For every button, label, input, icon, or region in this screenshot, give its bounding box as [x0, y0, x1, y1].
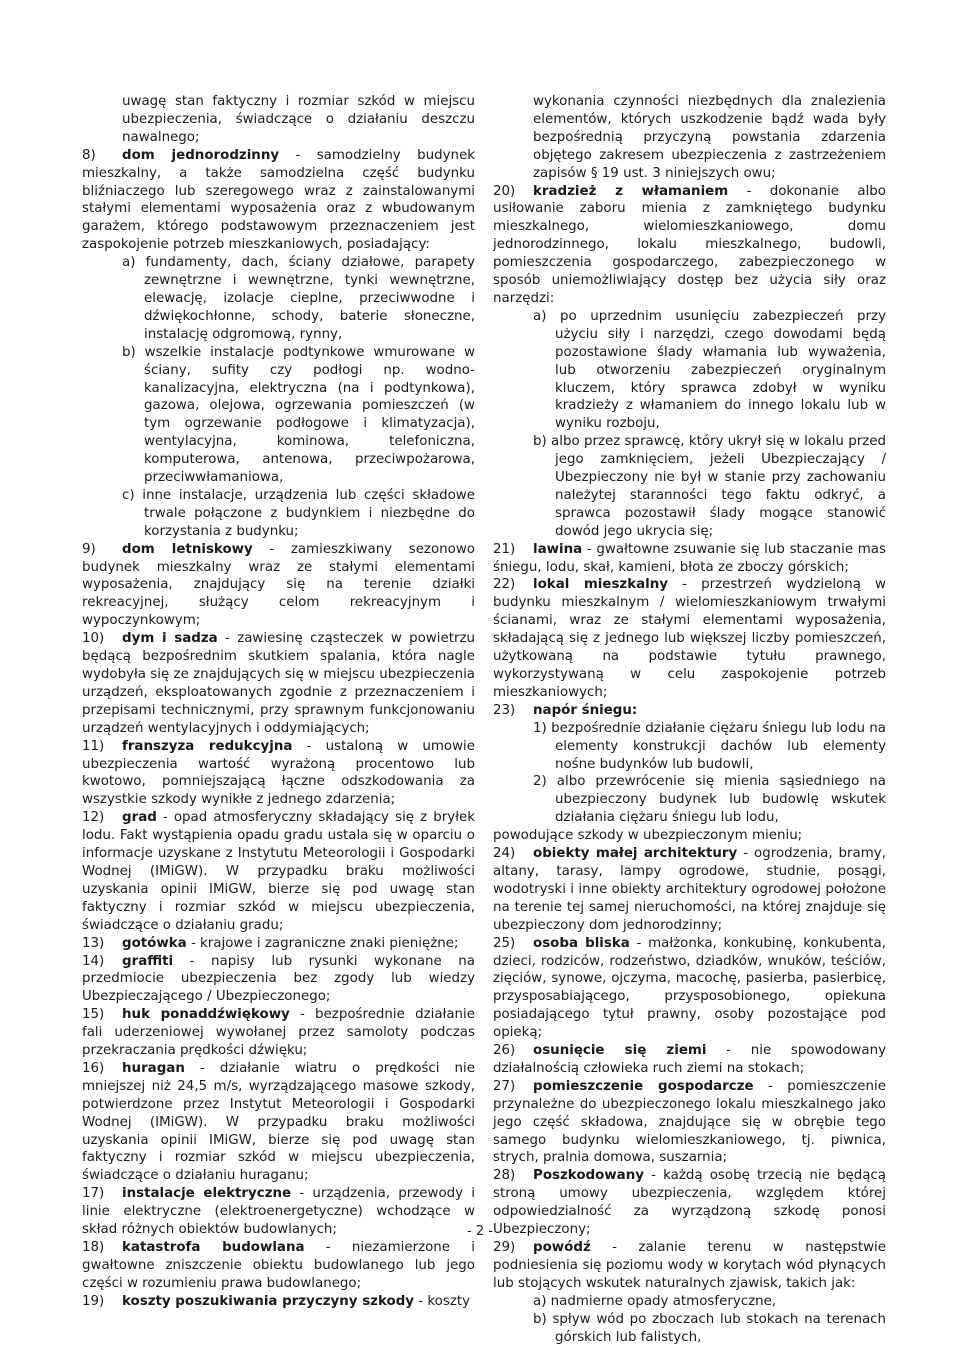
definition-item: [493, 845, 886, 935]
definition-item: [82, 935, 475, 953]
item-number: 20): [493, 183, 516, 199]
sub-item: a) nadmierne opady atmosferyczne,: [533, 1293, 777, 1309]
defined-term: instalacje elektryczne: [122, 1186, 292, 1202]
definition-text: - koszty: [414, 1293, 471, 1309]
numbered-sub-item: 2) albo przewrócenie się mienia sąsiedniego na ubezpieczony budynek lub budowlę wskutek działania ciężaru śniegu lub lodu,: [533, 774, 886, 826]
defined-term: lawina: [533, 541, 583, 557]
defined-term: grad: [122, 810, 157, 826]
defined-term: Poszkodowany: [533, 1168, 644, 1184]
definition-item: [82, 1060, 475, 1185]
defined-term: osunięcie się ziemi: [533, 1043, 707, 1059]
definition-item: [82, 738, 475, 810]
defined-term: franszyza redukcyjna: [122, 738, 293, 754]
continued-text: uwagę stan faktyczny i rozmiar szkód w miejscu ubezpieczenia, świadczące o działaniu deszczu nawalnego;: [122, 94, 475, 145]
definition-text: - ustaloną w umowie ubezpieczenia wartość wyrażoną procentowo lub kwotowo, pomniejszającą łączne odszkodowania za wszystkie szkody wynikłe z jednego zdarzenia;: [82, 738, 475, 808]
definition-text: - zalanie terenu w następstwie podniesienia się poziomu wody w korytach wód płynących lub stojących wskutek naturalnych zjawisk, takich jak:: [493, 1240, 886, 1291]
defined-term: huk ponaddźwiękowy: [122, 1007, 290, 1023]
defined-term: napór śniegu:: [533, 702, 638, 718]
definition-text: - opad atmosferyczny składający się z bryłek lodu. Fakt wystąpienia opadu gradu ustala się w oparciu o informacje uzyskane z Instytutu Meteorologii i Gospodarki Wodnej (IMiGW). W przypadku braku możliwości uzyskania opinii IMiGW, bierze się pod uwagę stan faktyczny i rozmiar szkód w miejscu ubezpieczenia, świadczące o działaniu gradu;: [82, 810, 475, 933]
item-number: 25): [493, 935, 516, 951]
definition-item: [493, 935, 886, 1042]
definition-item: [82, 1006, 475, 1060]
defined-term: powódź: [533, 1240, 591, 1255]
item-number: 10): [82, 631, 105, 647]
definition-item: [82, 630, 475, 737]
defined-term: huragan: [122, 1060, 185, 1076]
definition-item: [493, 1042, 886, 1078]
defined-term: gotówka: [122, 935, 187, 951]
defined-term: koszty poszukiwania przyczyny szkody: [122, 1293, 415, 1309]
definition-text: - każdą osobę trzecią nie będącą stroną umowy ubezpieczenia, względem której odpowiedzialność za wyrządzoną szkodę ponosi Ubezpieczony;: [493, 1168, 886, 1238]
continued-text: wykonania czynności niezbędnych dla znalezienia elementów, których uszkodzenie bądź wada były bezpośrednią przyczyną powstania zdarzenia objętego zakresem ubezpieczenia z zastrzeżeniem zapisów § 19 ust. 3 niniejszych owu;: [533, 94, 886, 181]
definition-text: - gwałtowne zsuwanie się lub staczanie mas śniegu, lodu, skał, kamieni, błota ze zboczy górskich;: [493, 541, 886, 575]
definition-text: - zawiesinę cząsteczek w powietrzu będącą bezpośrednim skutkiem spalania, która nagle wydobyła się ze znajdujących się w miejscu ubezpieczenia urządzeń, eksploatowanych zgodnie z przeznaczeniem i przepisami technicznymi, przy sprawnym funkcjonowaniu urządzeń wentylacyjnych i oddymiających;: [82, 631, 475, 736]
item-number: 18): [82, 1240, 105, 1255]
definition-item: [493, 1239, 886, 1293]
definition-text: - przestrzeń wydzieloną w budynku mieszkalnym / wielomieszkaniowym trwałymi ścianami, wraz ze stałymi elementami wyposażenia, składającą się z jednego lub większej liczby pomieszczeń, użytkowaną na podstawie tytułu prawnego, wykorzystywaną w celu zaspokojenie potrzeb mieszkaniowych;: [493, 577, 886, 700]
item-number: 29): [493, 1240, 516, 1255]
definition-item: [82, 953, 475, 1007]
item-number: 15): [82, 1007, 105, 1023]
item-number: 27): [493, 1078, 516, 1094]
sub-item: a) fundamenty, dach, ściany działowe, parapety zewnętrzne i wewnętrzne, tynki wewnętrzne, elewację, izolacje cieplne, przeciwwodne i dźwiękochłonne, schody, baterie słoneczne, instalację odgromową, rynny,: [122, 255, 475, 342]
left-column: [82, 93, 475, 1311]
definition-item: [82, 1239, 475, 1293]
item-number: 9): [82, 541, 96, 557]
definition-text: - małżonka, konkubinę, konkubenta, dzieci, rodziców, rodzeństwo, dziadków, wnuków, teściów, zięciów, synowe, ojczyma, macochę, pasierba, pasierbicę, przysposabiającego, przysposobionego, opiekuna posiadającego tytuł prawny, osoby pozostające pod opieką;: [493, 935, 886, 1041]
definition-item: [493, 183, 886, 308]
item-number: 13): [82, 935, 105, 951]
definition-text: - krajowe i zagraniczne znaki pieniężne;: [186, 935, 459, 951]
sub-item: c) inne instalacje, urządzenia lub części składowe trwale połączone z budynkiem i niezbędne do korzystania z budynku;: [122, 487, 475, 539]
definition-item: [493, 702, 886, 720]
right-column: [493, 93, 886, 1346]
sub-item: b) albo przez sprawcę, który ukrył się w lokalu przed jego zamknięciem, jeżeli Ubezpieczający / Ubezpieczony nie był w stanie przy zachowaniu należytej staranności tego faktu odkryć, a sprawca pozostawił ślady mogące stanowić dowód jego ukrycia się;: [533, 434, 886, 539]
definition-item: [82, 1293, 475, 1311]
sub-item: b) spływ wód po zboczach lub stokach na terenach górskich lub falistych,: [533, 1311, 886, 1345]
defined-term: dym i sadza: [122, 631, 218, 647]
plain-text: powodujące szkody w ubezpieczonym mieniu;: [493, 828, 803, 844]
item-number: 12): [82, 810, 105, 826]
numbered-sub-item: 1) bezpośrednie działanie ciężaru śniegu lub lodu na elementy konstrukcji dachów lub elementy nośne budynków lub budowli,: [533, 720, 886, 772]
defined-term: lokal mieszkalny: [533, 577, 669, 593]
definition-item: [493, 1078, 886, 1168]
sub-item: b) wszelkie instalacje podtynkowe wmurowane w ściany, sufity czy podłogi np. wodno-kanalizacyjna, elektryczna (na i podtynkowa), gazowa, olejowa, ogrzewania pomieszczeń (w tym ogrzewanie podłogowe i klimatyzacja), wentylacyjna, kominowa, telefoniczna, komputerowa, antenowa, przeciwpożarowa, przeciwwłamaniowa,: [122, 344, 475, 486]
defined-term: dom jednorodzinny: [122, 147, 280, 163]
item-number: 8): [82, 147, 96, 163]
defined-term: pomieszczenie gospodarcze: [533, 1078, 754, 1094]
item-number: 24): [493, 846, 516, 862]
item-number: 17): [82, 1186, 105, 1202]
definition-text: - działanie wiatru o prędkości nie mniejszej niż 24,5 m/s, wyrządzającego masowe szkody, potwierdzone przez Instytut Meteorologii i Gospodarki Wodnej (IMiGW). W przypadku braku możliwości uzyskania opinii IMiGW, bierze się pod uwagę stan faktyczny i rozmiar szkód w miejscu ubezpieczenia, świadczące o działaniu huraganu;: [82, 1060, 475, 1184]
defined-term: graffiti: [122, 953, 174, 969]
item-number: 14): [82, 953, 105, 969]
definition-text: - napisy lub rysunki wykonane na przedmiocie ubezpieczenia bez zgody lub wiedzy Ubezpieczającego / Ubezpieczonego;: [82, 953, 475, 1005]
definition-text: - nie spowodowany działalnością człowieka ruch ziemi na stokach;: [493, 1043, 886, 1076]
definition-item: [82, 809, 475, 934]
definition-item: [82, 541, 475, 631]
defined-term: osoba bliska: [533, 935, 630, 951]
definition-text: - pomieszczenie przynależne do ubezpieczonego lokalu mieszkalnego jako jego część składowa, znajdujące się w obrębie tego samego budynku wielomieszkaniowego, tj. piwnica, strych, pralnia domowa, suszarnia;: [493, 1078, 886, 1166]
page-number: - 2 -: [467, 1224, 493, 1239]
item-number: 28): [493, 1168, 516, 1184]
definition-item: [493, 541, 886, 577]
definition-text: - samodzielny budynek mieszkalny, a także samodzielna część budynku bliźniaczego lub szeregowego wraz z zainstalowanymi stałymi elementami wyposażenia oraz z wbudowanym garażem, którego podstawowym przeznaczeniem jest zaspokojenie potrzeb mieszkaniowych, posiadający:: [82, 147, 475, 253]
definition-text: - dokonanie albo usiłowanie zaboru mienia z zamkniętego budynku mieszkalnego, wielomieszkaniowego, domu jednorodzinnego, lokalu mieszkalnego, budowli, pomieszczenia gospodarczego, zabezpieczonego w sposób uniemożliwiający dostęp bez użycia siły oraz narzędzi:: [493, 183, 887, 306]
definition-item: [82, 147, 475, 254]
item-number: 21): [493, 541, 516, 557]
item-number: 11): [82, 738, 105, 754]
item-number: 23): [493, 702, 516, 718]
defined-term: obiekty małej architektury: [533, 846, 738, 862]
definition-text: - ogrodzenia, bramy, altany, tarasy, lampy ogrodowe, studnie, posągi, wodotryski i inne obiekty architektury ogrodowej położone na terenie tej samej nieruchomości, na której znajduje się ubezpieczony dom jednorodzinny;: [493, 846, 886, 933]
item-number: 26): [493, 1043, 516, 1059]
item-number: 19): [82, 1293, 105, 1309]
definition-item: [493, 576, 886, 701]
sub-item: a) po uprzednim usunięciu zabezpieczeń przy użyciu siły i narzędzi, czego dowodami będą pozostawione ślady włamania lub wyważenia, lub otworzeniu zabezpieczeń oryginalnym kluczem, który sprawca zdobył w wyniku kradzieży z włamaniem do innego lokalu lub w wyniku rozboju,: [533, 308, 886, 432]
definition-text: - urządzenia, przewody i linie elektryczne (elektroenergetyczne) wchodzące w skład różnych obiektów budowlanych;: [82, 1186, 475, 1238]
definition-text: - zamieszkiwany sezonowo budynek mieszkalny wraz ze stałymi elementami wyposażenia, znajdujący się na terenie działki rekreacyjnej, służący celom rekreacyjnym i wypoczynkowym;: [82, 541, 475, 629]
item-number: 22): [493, 577, 516, 593]
defined-term: katastrofa budowlana: [122, 1240, 305, 1255]
defined-term: dom letniskowy: [122, 541, 253, 557]
defined-term: kradzież z włamaniem: [533, 183, 729, 199]
definition-text: - niezamierzone i gwałtowne zniszczenie obiektu budowlanego lub jego części w rozumieniu prawa budowlanego;: [82, 1240, 475, 1291]
item-number: 16): [82, 1060, 105, 1076]
definition-text: - bezpośrednie działanie fali uderzeniowej wywołanej przez samoloty podczas przekraczania prędkości dźwięku;: [82, 1007, 475, 1059]
